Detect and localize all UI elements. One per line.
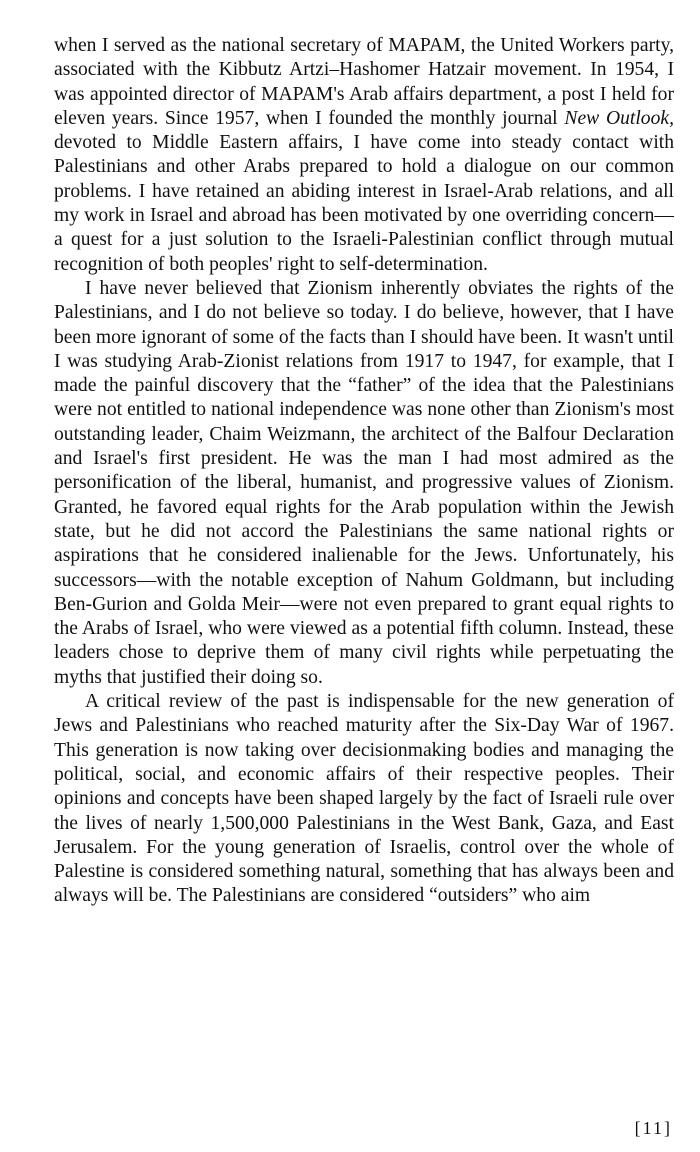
paragraph-text: when I served as the national secretary of MAPAM, the United Workers party, associated with the Kibbutz Artzi–Hashomer Hatzair movement. In 1954, I was appointed director of MAPAM's Arab affairs department, a post I held for eleven years. Since 1957, when I founded the monthly journal <box>54 35 674 129</box>
paragraph-2 <box>54 277 674 690</box>
page-body <box>54 34 674 909</box>
paragraph-text: devoted to Middle Eastern affairs, I have come into steady contact with Palestinians and other Arabs prepared to hold a dialogue on our common problems. I have retained an abiding interest in Israel-Arab relations, and all my work in Israel and abroad has been motivated by one overriding concern—a quest for a just solution to the Israeli-Palestinian conflict through mutual recognition of both peoples' right to self-determination. <box>54 132 674 275</box>
paragraph-text: A critical review of the past is indispensable for the new generation of Jews and Palestinians who reached maturity after the Six-Day War of 1967. This generation is now taking over decisionmaking bodies and managing the political, social, and economic affairs of their respective peoples. Their opinions and concepts have been shaped largely by the fact of Israeli rule over the lives of nearly 1,500,000 Palestinians in the West Bank, Gaza, and East Jerusalem. For the young generation of Israelis, control over the whole of Palestine is considered something natural, something that has always been and always will be. The Palestinians are considered “outsiders” who aim <box>54 691 674 907</box>
paragraph-text: I have never believed that Zionism inherently obviates the rights of the Palestinians, and I do not believe so today. I do believe, however, that I have been more ignorant of some of the facts than I should have been. It wasn't until I was studying Arab-Zionist relations from 1917 to 1947, for example, that I made the painful discovery that the “father” of the idea that the Palestinians were not entitled to national independence was none other than Zionism's most outstanding leader, Chaim Weizmann, the architect of the Balfour Declaration and Israel's first president. He was the man I had most admired as the personification of the liberal, humanist, and progressive values of Zionism. Granted, he favored equal rights for the Arab population within the Jewish state, but he did not accord the Palestinians the same national rights or aspirations that he considered inalienable for the Jews. Unfortunately, his successors—with the notable exception of Nahum Goldmann, but including Ben-Gurion and Golda Meir—were not even prepared to grant equal rights to the Arabs of Israel, who were viewed as a potential fifth column. Instead, these leaders chose to deprive them of many civil rights while perpetuating the myths that justified their doing so. <box>54 277 674 688</box>
italic-title: New Outlook, <box>564 107 674 129</box>
paragraph-1 <box>54 34 674 277</box>
page-number: [11] <box>634 1118 672 1138</box>
paragraph-3 <box>54 690 674 909</box>
